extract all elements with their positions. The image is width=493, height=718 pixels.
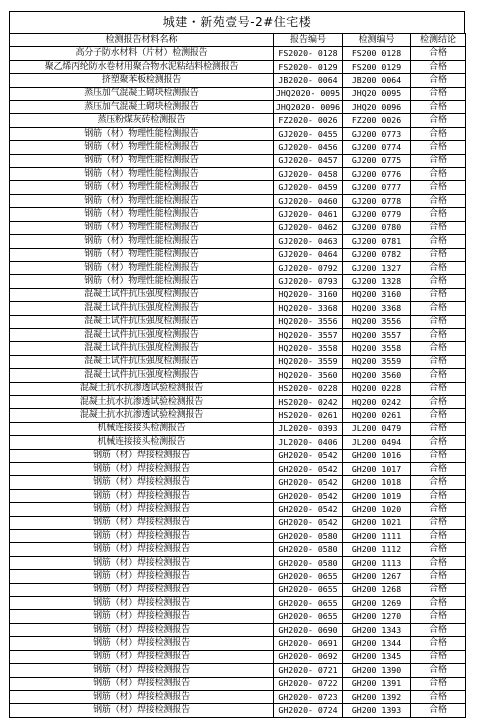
cell-conclusion: 合格 — [411, 288, 466, 301]
cell-material-name: 钢筋（材）焊接检测报告 — [10, 543, 274, 556]
cell-report-number: GJ2020- 0455 — [274, 127, 343, 140]
table-row — [10, 637, 466, 650]
cell-test-number: HQ200 0261 — [343, 409, 411, 422]
table-row — [10, 355, 466, 368]
table-row — [10, 449, 466, 462]
cell-material-name: 钢筋（材）焊接检测报告 — [10, 503, 274, 516]
cell-report-number: HQ2020- 3556 — [274, 315, 343, 328]
cell-report-number: GH2020- 0691 — [274, 637, 343, 650]
cell-conclusion: 合格 — [411, 60, 466, 73]
cell-material-name: 钢筋（材）焊接检测报告 — [10, 463, 274, 476]
cell-conclusion: 合格 — [411, 677, 466, 690]
cell-report-number: GH2020- 0655 — [274, 610, 343, 623]
cell-material-name: 钢筋（材）焊接检测报告 — [10, 476, 274, 489]
cell-material-name: 钢筋（材）焊接检测报告 — [10, 570, 274, 583]
cell-material-name: 钢筋（材）焊接检测报告 — [10, 664, 274, 677]
table-row — [10, 530, 466, 543]
cell-material-name: 蒸压加气混凝土砌块检测报告 — [10, 101, 274, 114]
cell-material-name: 钢筋（材）物理性能检测报告 — [10, 208, 274, 221]
table-row — [10, 248, 466, 261]
table-row — [10, 235, 466, 248]
cell-conclusion: 合格 — [411, 623, 466, 636]
table-row — [10, 422, 466, 435]
cell-report-number: HQ2020- 3557 — [274, 328, 343, 341]
cell-material-name: 钢筋（材）焊接检测报告 — [10, 556, 274, 569]
cell-report-number: HS2020- 0228 — [274, 382, 343, 395]
cell-report-number: GH2020- 0724 — [274, 704, 343, 717]
cell-conclusion: 合格 — [411, 516, 466, 529]
table-row — [10, 342, 466, 355]
cell-conclusion: 合格 — [411, 261, 466, 274]
cell-report-number: GJ2020- 0458 — [274, 168, 343, 181]
table-row — [10, 127, 466, 140]
cell-test-number: GJ200 1327 — [343, 261, 411, 274]
cell-test-number: HQ200 3556 — [343, 315, 411, 328]
cell-material-name: 钢筋（材）焊接检测报告 — [10, 449, 274, 462]
table-row — [10, 275, 466, 288]
cell-conclusion: 合格 — [411, 650, 466, 663]
cell-conclusion: 合格 — [411, 194, 466, 207]
cell-material-name: 钢筋（材）物理性能检测报告 — [10, 261, 274, 274]
cell-material-name: 钢筋（材）物理性能检测报告 — [10, 168, 274, 181]
cell-report-number: JL2020- 0393 — [274, 422, 343, 435]
cell-conclusion: 合格 — [411, 154, 466, 167]
cell-test-number: FS200 0128 — [343, 47, 411, 60]
cell-report-number: GJ2020- 0462 — [274, 221, 343, 234]
cell-report-number: GJ2020- 0460 — [274, 194, 343, 207]
table-row — [10, 315, 466, 328]
cell-conclusion: 合格 — [411, 355, 466, 368]
table-row — [10, 328, 466, 341]
table-row — [10, 409, 466, 422]
cell-conclusion: 合格 — [411, 409, 466, 422]
cell-conclusion: 合格 — [411, 395, 466, 408]
cell-conclusion: 合格 — [411, 530, 466, 543]
cell-report-number: HQ2020- 3368 — [274, 302, 343, 315]
cell-material-name: 钢筋（材）物理性能检测报告 — [10, 181, 274, 194]
cell-material-name: 钢筋（材）物理性能检测报告 — [10, 154, 274, 167]
cell-report-number: GH2020- 0580 — [274, 556, 343, 569]
cell-report-number: GH2020- 0542 — [274, 516, 343, 529]
cell-conclusion: 合格 — [411, 463, 466, 476]
cell-test-number: GH200 1018 — [343, 476, 411, 489]
cell-conclusion: 合格 — [411, 275, 466, 288]
cell-report-number: GJ2020- 0461 — [274, 208, 343, 221]
table-row — [10, 395, 466, 408]
table-row — [10, 87, 466, 100]
table-row — [10, 489, 466, 502]
cell-material-name: 混凝土试件抗压强度检测报告 — [10, 315, 274, 328]
cell-conclusion: 合格 — [411, 101, 466, 114]
cell-conclusion: 合格 — [411, 583, 466, 596]
cell-report-number: JL2020- 0406 — [274, 436, 343, 449]
cell-conclusion: 合格 — [411, 690, 466, 703]
cell-material-name: 钢筋（材）物理性能检测报告 — [10, 221, 274, 234]
cell-report-number: GH2020- 0580 — [274, 530, 343, 543]
cell-test-number: GJ200 0776 — [343, 168, 411, 181]
cell-report-number: HQ2020- 3559 — [274, 355, 343, 368]
cell-conclusion: 合格 — [411, 556, 466, 569]
cell-test-number: GH200 1019 — [343, 489, 411, 502]
header-conclusion: 检测结论 — [411, 34, 466, 47]
cell-material-name: 混凝土试件抗压强度检测报告 — [10, 288, 274, 301]
table-body — [10, 47, 466, 717]
cell-material-name: 钢筋（材）物理性能检测报告 — [10, 141, 274, 154]
cell-conclusion: 合格 — [411, 422, 466, 435]
cell-test-number: GH200 1113 — [343, 556, 411, 569]
cell-material-name: 混凝土抗水抗渗透试验检测报告 — [10, 409, 274, 422]
table-row — [10, 168, 466, 181]
table-row — [10, 690, 466, 703]
cell-material-name: 混凝土抗水抗渗透试验检测报告 — [10, 382, 274, 395]
cell-report-number: GJ2020- 0792 — [274, 261, 343, 274]
cell-material-name: 聚乙烯丙纶防水卷材用聚合物水泥粘结料检测报告 — [10, 60, 274, 73]
cell-material-name: 钢筋（材）焊接检测报告 — [10, 610, 274, 623]
table-row — [10, 623, 466, 636]
cell-test-number: GJ200 0774 — [343, 141, 411, 154]
cell-test-number: JL200 0479 — [343, 422, 411, 435]
cell-test-number: HQ200 3559 — [343, 355, 411, 368]
header-material-name: 检测报告材料名称 — [10, 34, 274, 47]
table-row — [10, 181, 466, 194]
cell-conclusion: 合格 — [411, 489, 466, 502]
cell-material-name: 钢筋（材）焊接检测报告 — [10, 623, 274, 636]
table-row — [10, 436, 466, 449]
table-row — [10, 503, 466, 516]
cell-test-number: GJ200 0782 — [343, 248, 411, 261]
cell-report-number: HQ2020- 3160 — [274, 288, 343, 301]
cell-report-number: HS2020- 0242 — [274, 395, 343, 408]
cell-report-number: GJ2020- 0793 — [274, 275, 343, 288]
cell-report-number: GH2020- 0721 — [274, 664, 343, 677]
table-row — [10, 60, 466, 73]
cell-material-name: 混凝土试件抗压强度检测报告 — [10, 369, 274, 382]
cell-test-number: HQ200 3560 — [343, 369, 411, 382]
cell-test-number: GH200 1020 — [343, 503, 411, 516]
cell-conclusion: 合格 — [411, 664, 466, 677]
cell-test-number: GJ200 0777 — [343, 181, 411, 194]
cell-report-number: GH2020- 0692 — [274, 650, 343, 663]
table-row — [10, 194, 466, 207]
cell-material-name: 钢筋（材）物理性能检测报告 — [10, 127, 274, 140]
cell-material-name: 钢筋（材）焊接检测报告 — [10, 690, 274, 703]
cell-test-number: HQ200 3557 — [343, 328, 411, 341]
cell-report-number: GJ2020- 0464 — [274, 248, 343, 261]
cell-material-name: 机械连接接头检测报告 — [10, 436, 274, 449]
table-row — [10, 208, 466, 221]
cell-conclusion: 合格 — [411, 114, 466, 127]
cell-material-name: 蒸压粉煤灰砖检测报告 — [10, 114, 274, 127]
cell-report-number: GH2020- 0723 — [274, 690, 343, 703]
cell-conclusion: 合格 — [411, 704, 466, 717]
cell-report-number: GJ2020- 0463 — [274, 235, 343, 248]
cell-conclusion: 合格 — [411, 476, 466, 489]
cell-conclusion: 合格 — [411, 342, 466, 355]
cell-test-number: HQ200 3558 — [343, 342, 411, 355]
cell-material-name: 钢筋（材）物理性能检测报告 — [10, 248, 274, 261]
cell-test-number: GJ200 1328 — [343, 275, 411, 288]
cell-material-name: 混凝土抗水抗渗透试验检测报告 — [10, 395, 274, 408]
table-row — [10, 154, 466, 167]
cell-test-number: GH200 1017 — [343, 463, 411, 476]
cell-material-name: 混凝土试件抗压强度检测报告 — [10, 328, 274, 341]
cell-conclusion: 合格 — [411, 208, 466, 221]
table-row — [10, 463, 466, 476]
cell-material-name: 钢筋（材）物理性能检测报告 — [10, 235, 274, 248]
cell-report-number: GJ2020- 0456 — [274, 141, 343, 154]
cell-material-name: 蒸压加气混凝土砌块检测报告 — [10, 87, 274, 100]
cell-report-number: JHQ2020- 0096 — [274, 101, 343, 114]
cell-test-number: HQ200 0242 — [343, 395, 411, 408]
cell-report-number: GH2020- 0690 — [274, 623, 343, 636]
table-row — [10, 583, 466, 596]
header-test-number: 检测编号 — [343, 34, 411, 47]
cell-material-name: 高分子防水材料（片材）检测报告 — [10, 47, 274, 60]
report-table — [9, 33, 466, 718]
cell-test-number: JB200 0064 — [343, 74, 411, 87]
header-report-number: 报告编号 — [274, 34, 343, 47]
cell-test-number: GH200 1268 — [343, 583, 411, 596]
cell-conclusion: 合格 — [411, 543, 466, 556]
header-row — [10, 34, 466, 47]
cell-test-number: GJ200 0781 — [343, 235, 411, 248]
cell-report-number: FS2020- 0129 — [274, 60, 343, 73]
table-row — [10, 261, 466, 274]
cell-conclusion: 合格 — [411, 74, 466, 87]
cell-test-number: FS200 0129 — [343, 60, 411, 73]
cell-test-number: GH200 1270 — [343, 610, 411, 623]
table-row — [10, 382, 466, 395]
cell-test-number: GJ200 0779 — [343, 208, 411, 221]
cell-test-number: GH200 1344 — [343, 637, 411, 650]
table-row — [10, 221, 466, 234]
cell-conclusion: 合格 — [411, 235, 466, 248]
sheet-title: 城建・新苑壹号-2#住宅楼 — [9, 11, 465, 33]
cell-test-number: JL200 0494 — [343, 436, 411, 449]
cell-conclusion: 合格 — [411, 597, 466, 610]
cell-material-name: 钢筋（材）焊接检测报告 — [10, 637, 274, 650]
cell-material-name: 混凝土试件抗压强度检测报告 — [10, 355, 274, 368]
cell-report-number: GH2020- 0722 — [274, 677, 343, 690]
cell-conclusion: 合格 — [411, 127, 466, 140]
table-row — [10, 610, 466, 623]
cell-conclusion: 合格 — [411, 369, 466, 382]
table-row — [10, 650, 466, 663]
cell-conclusion: 合格 — [411, 248, 466, 261]
cell-conclusion: 合格 — [411, 302, 466, 315]
cell-test-number: HQ200 0228 — [343, 382, 411, 395]
cell-report-number: JHQ2020- 0095 — [274, 87, 343, 100]
table-row — [10, 369, 466, 382]
cell-report-number: GH2020- 0542 — [274, 503, 343, 516]
cell-report-number: GH2020- 0655 — [274, 597, 343, 610]
cell-conclusion: 合格 — [411, 315, 466, 328]
table-row — [10, 570, 466, 583]
table-row — [10, 597, 466, 610]
cell-conclusion: 合格 — [411, 328, 466, 341]
cell-material-name: 钢筋（材）焊接检测报告 — [10, 650, 274, 663]
table-row — [10, 516, 466, 529]
cell-report-number: HQ2020- 3558 — [274, 342, 343, 355]
cell-conclusion: 合格 — [411, 610, 466, 623]
cell-test-number: GH200 1391 — [343, 677, 411, 690]
cell-report-number: GH2020- 0655 — [274, 570, 343, 583]
cell-test-number: GH200 1016 — [343, 449, 411, 462]
cell-material-name: 钢筋（材）焊接检测报告 — [10, 583, 274, 596]
cell-conclusion: 合格 — [411, 637, 466, 650]
cell-report-number: GH2020- 0542 — [274, 476, 343, 489]
cell-material-name: 钢筋（材）焊接检测报告 — [10, 677, 274, 690]
cell-report-number: HQ2020- 3560 — [274, 369, 343, 382]
table-row — [10, 74, 466, 87]
table-row — [10, 114, 466, 127]
table-row — [10, 543, 466, 556]
cell-conclusion: 合格 — [411, 221, 466, 234]
cell-test-number: GJ200 0780 — [343, 221, 411, 234]
cell-material-name: 钢筋（材）物理性能检测报告 — [10, 275, 274, 288]
cell-test-number: JHQ20 0096 — [343, 101, 411, 114]
cell-material-name: 钢筋（材）焊接检测报告 — [10, 530, 274, 543]
cell-test-number: GH200 1111 — [343, 530, 411, 543]
cell-conclusion: 合格 — [411, 449, 466, 462]
table-row — [10, 704, 466, 717]
cell-conclusion: 合格 — [411, 141, 466, 154]
table-row — [10, 141, 466, 154]
cell-report-number: JB2020- 0064 — [274, 74, 343, 87]
cell-material-name: 钢筋（材）焊接检测报告 — [10, 597, 274, 610]
cell-report-number: GH2020- 0580 — [274, 543, 343, 556]
cell-test-number: GH200 1392 — [343, 690, 411, 703]
cell-test-number: GH200 1345 — [343, 650, 411, 663]
cell-test-number: HQ200 3160 — [343, 288, 411, 301]
cell-test-number: GH200 1112 — [343, 543, 411, 556]
cell-report-number: FS2020- 0128 — [274, 47, 343, 60]
cell-conclusion: 合格 — [411, 87, 466, 100]
table-row — [10, 664, 466, 677]
cell-material-name: 钢筋（材）焊接检测报告 — [10, 704, 274, 717]
table-row — [10, 677, 466, 690]
cell-report-number: GJ2020- 0459 — [274, 181, 343, 194]
cell-material-name: 挤塑聚苯板检测报告 — [10, 74, 274, 87]
cell-conclusion: 合格 — [411, 436, 466, 449]
cell-report-number: FZ2020- 0026 — [274, 114, 343, 127]
table-row — [10, 101, 466, 114]
cell-test-number: GJ200 0775 — [343, 154, 411, 167]
cell-material-name: 钢筋（材）物理性能检测报告 — [10, 194, 274, 207]
cell-test-number: FZ200 0026 — [343, 114, 411, 127]
table-row — [10, 47, 466, 60]
cell-material-name: 机械连接接头检测报告 — [10, 422, 274, 435]
cell-test-number: GH200 1267 — [343, 570, 411, 583]
cell-test-number: GJ200 0773 — [343, 127, 411, 140]
cell-material-name: 混凝土试件抗压强度检测报告 — [10, 302, 274, 315]
cell-conclusion: 合格 — [411, 47, 466, 60]
cell-report-number: GH2020- 0542 — [274, 463, 343, 476]
cell-conclusion: 合格 — [411, 503, 466, 516]
cell-report-number: HS2020- 0261 — [274, 409, 343, 422]
cell-conclusion: 合格 — [411, 382, 466, 395]
cell-test-number: GH200 1021 — [343, 516, 411, 529]
cell-material-name: 钢筋（材）焊接检测报告 — [10, 516, 274, 529]
cell-report-number: GH2020- 0542 — [274, 449, 343, 462]
cell-report-number: GH2020- 0542 — [274, 489, 343, 502]
cell-test-number: HQ200 3368 — [343, 302, 411, 315]
cell-test-number: GH200 1393 — [343, 704, 411, 717]
cell-conclusion: 合格 — [411, 570, 466, 583]
cell-conclusion: 合格 — [411, 181, 466, 194]
cell-test-number: GH200 1269 — [343, 597, 411, 610]
cell-conclusion: 合格 — [411, 168, 466, 181]
cell-material-name: 钢筋（材）焊接检测报告 — [10, 489, 274, 502]
cell-test-number: GH200 1390 — [343, 664, 411, 677]
cell-report-number: GH2020- 0655 — [274, 583, 343, 596]
cell-report-number: GJ2020- 0457 — [274, 154, 343, 167]
table-row — [10, 302, 466, 315]
cell-test-number: GH200 1343 — [343, 623, 411, 636]
table-row — [10, 288, 466, 301]
table-row — [10, 476, 466, 489]
cell-test-number: GJ200 0778 — [343, 194, 411, 207]
cell-test-number: JHQ20 0095 — [343, 87, 411, 100]
spreadsheet — [9, 11, 465, 718]
cell-material-name: 混凝土试件抗压强度检测报告 — [10, 342, 274, 355]
table-row — [10, 556, 466, 569]
